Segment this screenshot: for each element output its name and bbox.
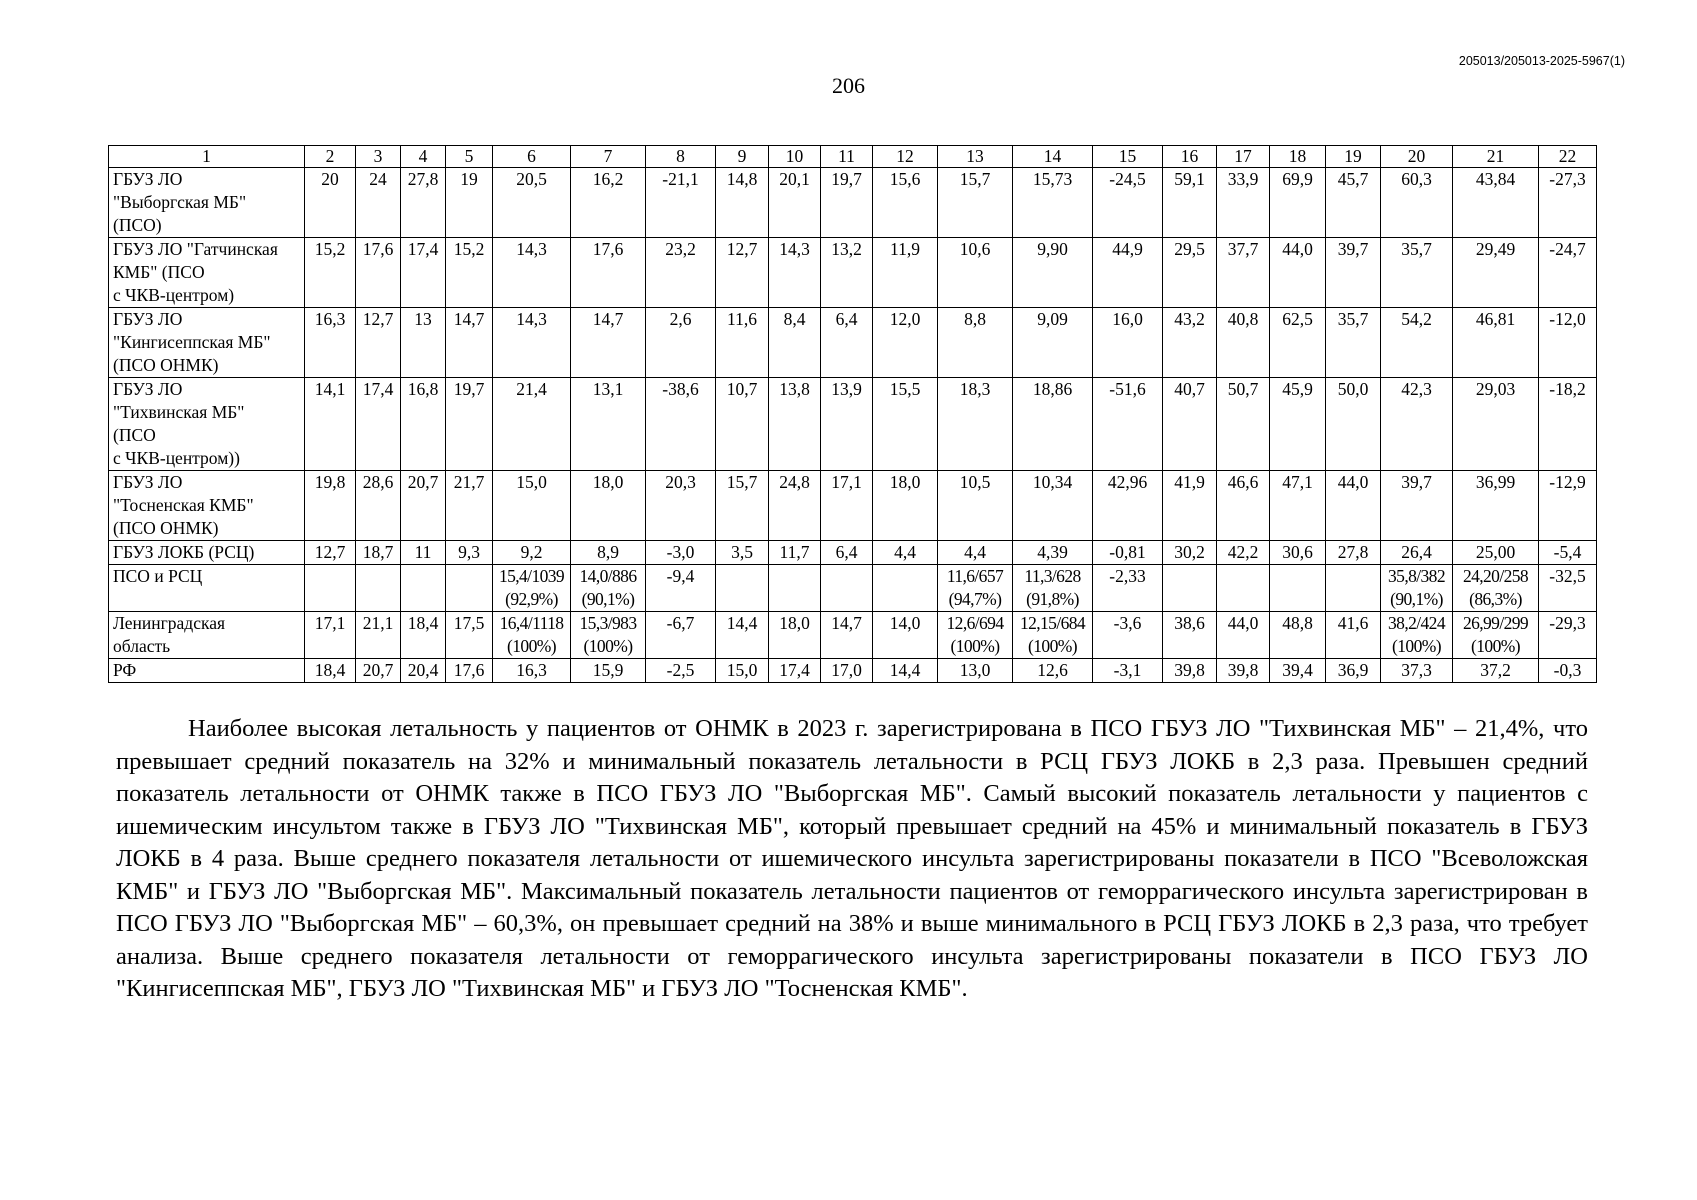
table-cell: 23,2: [646, 238, 716, 308]
table-cell: 2,6: [646, 308, 716, 378]
table-cell: 43,2: [1163, 308, 1217, 378]
table-cell: 50,7: [1217, 378, 1270, 471]
table-cell: 19,7: [446, 378, 493, 471]
row-label-line: с ЧКВ-центром)): [113, 448, 240, 468]
table-cell: 16,3: [493, 659, 571, 683]
table-row: [109, 308, 1597, 378]
table-row: [109, 238, 1597, 308]
table-cell: 45,9: [1270, 378, 1326, 471]
table-cell: 13,8: [769, 378, 821, 471]
table-cell: [821, 565, 873, 612]
table-cell: 20,1: [769, 168, 821, 238]
table-cell: 15,6: [873, 168, 938, 238]
table-cell: 44,0: [1217, 612, 1270, 659]
column-number: 20: [1381, 146, 1453, 168]
table-cell: 18,86: [1013, 378, 1093, 471]
table-cell: 11: [401, 541, 446, 565]
table-cell: 20,7: [401, 471, 446, 541]
row-label: [109, 612, 305, 659]
table-cell: 15,2: [446, 238, 493, 308]
table-cell: 15,0: [493, 471, 571, 541]
column-number: 8: [646, 146, 716, 168]
table-cell: 17,6: [571, 238, 646, 308]
table-cell: 35,7: [1381, 238, 1453, 308]
table-cell: 11,9: [873, 238, 938, 308]
table-cell: 59,1: [1163, 168, 1217, 238]
table-cell: 10,34: [1013, 471, 1093, 541]
table-cell: 13,1: [571, 378, 646, 471]
table-cell: -3,0: [646, 541, 716, 565]
table-cell: -6,7: [646, 612, 716, 659]
row-label-line: ГБУЗ ЛО: [113, 309, 183, 329]
column-number: 21: [1453, 146, 1539, 168]
table-cell: [446, 565, 493, 612]
table-cell: 40,8: [1217, 308, 1270, 378]
row-label-line: Ленинградская: [113, 613, 226, 633]
table-cell: 21,7: [446, 471, 493, 541]
row-label: [109, 565, 305, 612]
table-cell: 14,7: [446, 308, 493, 378]
table-cell: 15,0: [716, 659, 769, 683]
table-cell: -27,3: [1539, 168, 1597, 238]
column-number: 12: [873, 146, 938, 168]
table-cell: 17,5: [446, 612, 493, 659]
table-cell: -51,6: [1093, 378, 1163, 471]
table-cell: 15,9: [571, 659, 646, 683]
table-cell: 37,3: [1381, 659, 1453, 683]
table-cell: 17,6: [446, 659, 493, 683]
table-cell: [1326, 565, 1381, 612]
table-cell: 9,2: [493, 541, 571, 565]
table-cell: [1217, 565, 1270, 612]
table-cell: 42,96: [1093, 471, 1163, 541]
table-cell: 69,9: [1270, 168, 1326, 238]
table-cell: 26,99/299 (100%): [1453, 612, 1539, 659]
column-number: 5: [446, 146, 493, 168]
table-cell: 44,9: [1093, 238, 1163, 308]
table-cell: -3,6: [1093, 612, 1163, 659]
table-cell: 9,3: [446, 541, 493, 565]
column-number: 14: [1013, 146, 1093, 168]
row-label-line: "Кингисеппская МБ": [113, 332, 271, 352]
table-cell: 15,7: [938, 168, 1013, 238]
table-cell: -18,2: [1539, 378, 1597, 471]
table-cell: 3,5: [716, 541, 769, 565]
table-cell: 9,09: [1013, 308, 1093, 378]
table-cell: 14,4: [873, 659, 938, 683]
table-cell: 15,5: [873, 378, 938, 471]
row-label: [109, 471, 305, 541]
column-number: 18: [1270, 146, 1326, 168]
table-cell: 48,8: [1270, 612, 1326, 659]
table-cell: 15,4/1039 (92,9%): [493, 565, 571, 612]
table-cell: 30,2: [1163, 541, 1217, 565]
row-label-line: (ПСО: [113, 425, 156, 445]
table-cell: 24,8: [769, 471, 821, 541]
table-cell: 14,1: [305, 378, 356, 471]
table-cell: -0,81: [1093, 541, 1163, 565]
table-cell: -3,1: [1093, 659, 1163, 683]
table-cell: 13,0: [938, 659, 1013, 683]
table-cell: -2,33: [1093, 565, 1163, 612]
table-cell: 43,84: [1453, 168, 1539, 238]
table-cell: [1270, 565, 1326, 612]
table-cell: 39,7: [1381, 471, 1453, 541]
row-label: [109, 308, 305, 378]
table-cell: 11,6/657 (94,7%): [938, 565, 1013, 612]
table-cell: 8,8: [938, 308, 1013, 378]
column-number: 7: [571, 146, 646, 168]
row-label-line: ГБУЗ ЛО: [113, 379, 183, 399]
table-cell: -9,4: [646, 565, 716, 612]
table-cell: 20,5: [493, 168, 571, 238]
table-cell: 41,9: [1163, 471, 1217, 541]
table-cell: 36,99: [1453, 471, 1539, 541]
row-label: [109, 541, 305, 565]
table-cell: 12,7: [305, 541, 356, 565]
column-number: 10: [769, 146, 821, 168]
table-cell: -5,4: [1539, 541, 1597, 565]
table-cell: 12,15/684 (100%): [1013, 612, 1093, 659]
table-cell: [1163, 565, 1217, 612]
table-cell: -24,5: [1093, 168, 1163, 238]
table-cell: 9,90: [1013, 238, 1093, 308]
table-cell: 15,73: [1013, 168, 1093, 238]
table-cell: 4,39: [1013, 541, 1093, 565]
row-label-line: с ЧКВ-центром): [113, 285, 235, 305]
column-number: 9: [716, 146, 769, 168]
table-cell: 13,2: [821, 238, 873, 308]
table-cell: 62,5: [1270, 308, 1326, 378]
page-number: 206: [832, 73, 865, 98]
table-cell: 40,7: [1163, 378, 1217, 471]
table-row: [109, 168, 1597, 238]
table-cell: 19,8: [305, 471, 356, 541]
table-cell: 33,9: [1217, 168, 1270, 238]
table-cell: -32,5: [1539, 565, 1597, 612]
table-row: [109, 378, 1597, 471]
table-cell: -2,5: [646, 659, 716, 683]
column-number: 19: [1326, 146, 1381, 168]
column-number: 2: [305, 146, 356, 168]
table-cell: 14,4: [716, 612, 769, 659]
row-label-line: ГБУЗ ЛОКБ (РСЦ): [113, 542, 255, 562]
table-cell: 18,3: [938, 378, 1013, 471]
table-row: [109, 565, 1597, 612]
table-cell: 20,4: [401, 659, 446, 683]
table-cell: 15,2: [305, 238, 356, 308]
table-cell: 17,4: [769, 659, 821, 683]
column-number: 13: [938, 146, 1013, 168]
table-cell: 17,1: [305, 612, 356, 659]
table-cell: 18,0: [571, 471, 646, 541]
table-cell: 14,7: [821, 612, 873, 659]
table-cell: 16,0: [1093, 308, 1163, 378]
table-cell: 19,7: [821, 168, 873, 238]
row-label-line: ПСО и РСЦ: [113, 566, 203, 586]
table-cell: 12,6: [1013, 659, 1093, 683]
table-cell: 8,4: [769, 308, 821, 378]
table-cell: 11,7: [769, 541, 821, 565]
table-cell: 41,6: [1326, 612, 1381, 659]
table-cell: 14,3: [493, 238, 571, 308]
row-label-line: (ПСО ОНМК): [113, 355, 219, 375]
table-cell: 17,4: [401, 238, 446, 308]
row-label: [109, 168, 305, 238]
table-cell: 29,49: [1453, 238, 1539, 308]
table-cell: 44,0: [1270, 238, 1326, 308]
table-cell: 15,7: [716, 471, 769, 541]
table-cell: 14,3: [769, 238, 821, 308]
table-cell: 18,0: [873, 471, 938, 541]
table-cell: [401, 565, 446, 612]
column-number-row: [109, 146, 1597, 168]
table-cell: 11,3/628 (91,8%): [1013, 565, 1093, 612]
column-number: 6: [493, 146, 571, 168]
column-number: 11: [821, 146, 873, 168]
table-cell: 4,4: [938, 541, 1013, 565]
table-cell: 47,1: [1270, 471, 1326, 541]
column-number: 1: [109, 146, 305, 168]
table-cell: 35,7: [1326, 308, 1381, 378]
table-cell: 29,5: [1163, 238, 1217, 308]
mortality-table: [108, 145, 1597, 683]
table-cell: 28,6: [356, 471, 401, 541]
table-cell: 46,6: [1217, 471, 1270, 541]
row-label-line: ГБУЗ ЛО "Гатчинская: [113, 239, 278, 259]
table-cell: 4,4: [873, 541, 938, 565]
table-cell: 35,8/382 (90,1%): [1381, 565, 1453, 612]
document-id: 205013/205013-2025-5967(1): [1458, 54, 1625, 68]
table-cell: 10,5: [938, 471, 1013, 541]
column-number: 4: [401, 146, 446, 168]
table-cell: 14,0: [873, 612, 938, 659]
table-cell: 17,1: [821, 471, 873, 541]
table-cell: 10,6: [938, 238, 1013, 308]
row-label: [109, 378, 305, 471]
table-cell: 14,3: [493, 308, 571, 378]
column-number: 17: [1217, 146, 1270, 168]
table-cell: 16,2: [571, 168, 646, 238]
row-label-line: область: [113, 636, 171, 656]
table-cell: -21,1: [646, 168, 716, 238]
row-label: [109, 659, 305, 683]
table-cell: 26,4: [1381, 541, 1453, 565]
row-label: [109, 238, 305, 308]
row-label-line: "Тихвинская МБ": [113, 402, 245, 422]
table-cell: 12,7: [716, 238, 769, 308]
table-row: [109, 659, 1597, 683]
table-cell: 60,3: [1381, 168, 1453, 238]
column-number: 22: [1539, 146, 1597, 168]
table-cell: 14,8: [716, 168, 769, 238]
table-cell: 27,8: [1326, 541, 1381, 565]
table-cell: 18,4: [401, 612, 446, 659]
column-number: 15: [1093, 146, 1163, 168]
table-cell: 11,6: [716, 308, 769, 378]
table-row: [109, 471, 1597, 541]
row-label-line: ГБУЗ ЛО: [113, 169, 183, 189]
table-cell: 24,20/258 (86,3%): [1453, 565, 1539, 612]
table-cell: 10,7: [716, 378, 769, 471]
table-cell: 17,6: [356, 238, 401, 308]
table-cell: 14,0/886 (90,1%): [571, 565, 646, 612]
table-cell: 50,0: [1326, 378, 1381, 471]
body-paragraph: Наиболее высокая летальность у пациентов от ОНМК в 2023 г. зарегистрирована в ПСО ГБУЗ ЛО "Тихвинская МБ" – 21,4%, что превышает средний показатель на 32% и минимальный показатель летальности в РСЦ ГБУЗ ЛОКБ в 2,3 раза. Превышен средний показатель летальности от ОНМК также в ПСО ГБУЗ ЛО "Выборгская МБ". Самый высокий показатель летальности у пациентов с ишемическим инсультом также в ГБУЗ ЛО "Тихвинская МБ", который превышает средний на 45% и минимальный показатель в ГБУЗ ЛОКБ в 4 раза. Выше среднего показателя летальности от ишемического инсульта зарегистрированы показатели в ПСО "Всеволожская КМБ" и ГБУЗ ЛО "Выборгская МБ". Максимальный показатель летальности пациентов от геморрагического инсульта зарегистрирован в ПСО ГБУЗ ЛО "Выборгская МБ" – 60,3%, он превышает средний на 38% и выше минимального в РСЦ ГБУЗ ЛОКБ в 2,3 раза, что требует анализа. Выше среднего показателя летальности от геморрагического инсульта зарегистрированы показатели в ПСО ГБУЗ ЛО "Кингисеппская МБ", ГБУЗ ЛО "Тихвинская МБ" и ГБУЗ ЛО "Тосненская КМБ".: [116, 715, 1588, 1002]
table-cell: 37,2: [1453, 659, 1539, 683]
table-cell: [716, 565, 769, 612]
table-cell: 54,2: [1381, 308, 1453, 378]
table-cell: [356, 565, 401, 612]
row-label-line: РФ: [113, 660, 137, 680]
table-cell: 42,3: [1381, 378, 1453, 471]
table-cell: 13,9: [821, 378, 873, 471]
table-cell: 20,7: [356, 659, 401, 683]
table-cell: 39,7: [1326, 238, 1381, 308]
table-cell: 24: [356, 168, 401, 238]
row-label-line: КМБ" (ПСО: [113, 262, 205, 282]
table-cell: -12,9: [1539, 471, 1597, 541]
table-cell: 25,00: [1453, 541, 1539, 565]
table-cell: 6,4: [821, 308, 873, 378]
table-cell: 27,8: [401, 168, 446, 238]
row-label-line: "Выборгская МБ": [113, 192, 247, 212]
table-cell: 16,4/1118 (100%): [493, 612, 571, 659]
table-cell: 8,9: [571, 541, 646, 565]
table-row: [109, 612, 1597, 659]
table-cell: 13: [401, 308, 446, 378]
table-cell: 17,4: [356, 378, 401, 471]
table-cell: -29,3: [1539, 612, 1597, 659]
table-cell: -0,3: [1539, 659, 1597, 683]
table-cell: [305, 565, 356, 612]
table-cell: 6,4: [821, 541, 873, 565]
table-cell: 18,0: [769, 612, 821, 659]
table-cell: 39,8: [1217, 659, 1270, 683]
row-label-line: (ПСО ОНМК): [113, 518, 219, 538]
table-cell: [873, 565, 938, 612]
table-cell: 21,4: [493, 378, 571, 471]
table-cell: 45,7: [1326, 168, 1381, 238]
table-cell: 18,7: [356, 541, 401, 565]
table-cell: 12,7: [356, 308, 401, 378]
table-cell: 15,3/983 (100%): [571, 612, 646, 659]
table-cell: 21,1: [356, 612, 401, 659]
table-cell: -12,0: [1539, 308, 1597, 378]
row-label-line: (ПСО): [113, 215, 162, 235]
table-cell: 16,3: [305, 308, 356, 378]
table-cell: 20,3: [646, 471, 716, 541]
table-cell: 17,0: [821, 659, 873, 683]
table-cell: 39,4: [1270, 659, 1326, 683]
table-cell: -38,6: [646, 378, 716, 471]
table-cell: 42,2: [1217, 541, 1270, 565]
table-cell: 29,03: [1453, 378, 1539, 471]
table-cell: 38,2/424 (100%): [1381, 612, 1453, 659]
table-cell: 18,4: [305, 659, 356, 683]
table-cell: 30,6: [1270, 541, 1326, 565]
table-cell: [769, 565, 821, 612]
table-cell: -24,7: [1539, 238, 1597, 308]
row-label-line: "Тосненская КМБ": [113, 495, 254, 515]
table-row: [109, 541, 1597, 565]
table-cell: 14,7: [571, 308, 646, 378]
table-cell: 46,81: [1453, 308, 1539, 378]
column-number: 3: [356, 146, 401, 168]
column-number: 16: [1163, 146, 1217, 168]
table-cell: 44,0: [1326, 471, 1381, 541]
table-cell: 37,7: [1217, 238, 1270, 308]
table-cell: 36,9: [1326, 659, 1381, 683]
row-label-line: ГБУЗ ЛО: [113, 472, 183, 492]
table-cell: 16,8: [401, 378, 446, 471]
table-cell: 12,0: [873, 308, 938, 378]
table-cell: 12,6/694 (100%): [938, 612, 1013, 659]
table-cell: 20: [305, 168, 356, 238]
table-cell: 39,8: [1163, 659, 1217, 683]
table-cell: 38,6: [1163, 612, 1217, 659]
table-cell: 19: [446, 168, 493, 238]
